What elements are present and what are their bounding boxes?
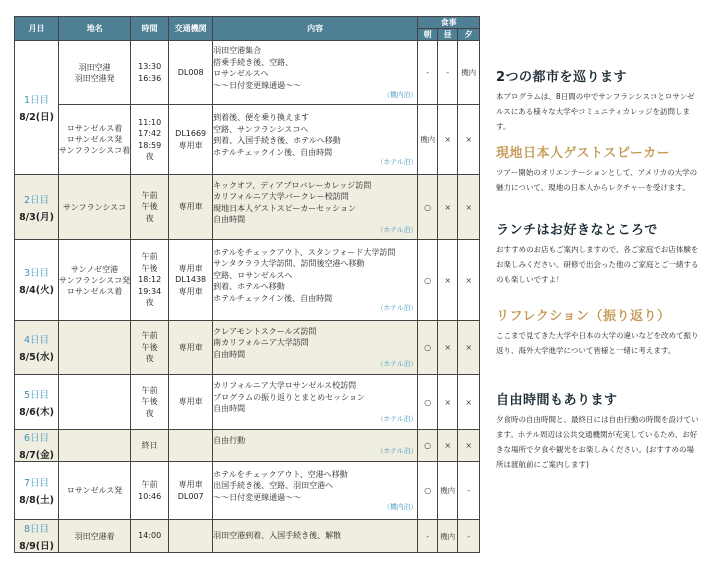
time-text: 午後	[141, 342, 158, 352]
time-text: 午後	[141, 202, 158, 212]
day-number: 8日目	[23, 523, 50, 535]
itinerary-row	[15, 430, 480, 462]
content-text: ホテルチェックイン後、自由時間	[213, 293, 333, 303]
content-text: 搭乗手続き後、空路、	[213, 57, 294, 67]
day-number: 1日目	[23, 95, 50, 106]
meal-dinner-cell: -	[458, 520, 480, 553]
transport-text: DL1438	[175, 275, 207, 285]
itinerary-table	[14, 16, 480, 553]
content-text: 自由行動	[213, 436, 246, 446]
row-transport-cell	[169, 41, 213, 105]
row-transport-cell	[169, 520, 213, 553]
feature-title: 自由時間もあります	[496, 393, 618, 408]
itinerary-row	[15, 240, 480, 321]
place-text: サンフランシスコ着	[59, 146, 131, 155]
time-text: 19:34	[138, 286, 162, 296]
content-text: サンタクララ大学訪問、訪問後空港へ移動	[213, 259, 365, 269]
lodging-note: （ホテル泊）	[376, 225, 418, 234]
time-text: 11:10	[138, 117, 162, 127]
content-text: クレアモントスクールズ訪問	[213, 326, 317, 336]
meal-dinner-cell: ×	[458, 430, 480, 462]
content-text: 到着、入国手続き後、ホテルへ移動	[213, 136, 341, 145]
feature-title: 2つの都市を巡ります	[496, 70, 628, 85]
feature-section	[496, 142, 701, 195]
day-date: 8/7(金)	[19, 450, 54, 461]
meal-lunch-cell: ×	[438, 321, 458, 375]
row-content-cell	[213, 41, 418, 105]
itinerary-body	[15, 41, 480, 553]
transport-text: DL007	[177, 491, 204, 501]
time-text: 夜	[145, 298, 154, 308]
row-transport-cell	[169, 321, 213, 375]
meal-dinner-cell: 機内	[458, 41, 480, 105]
row-time-cell	[131, 41, 169, 105]
place-text: サンノゼ空港	[70, 264, 119, 274]
meal-lunch-cell: ×	[438, 430, 458, 462]
time-text: 午前	[141, 331, 158, 341]
row-place-cell	[59, 375, 131, 430]
time-text: 午前	[141, 385, 158, 395]
meal-dinner-cell: ×	[458, 175, 480, 240]
transport-text: 専用車	[178, 480, 203, 489]
row-transport-cell	[169, 175, 213, 240]
meal-breakfast-cell: ○	[418, 375, 438, 430]
meal-dinner-cell: ×	[458, 375, 480, 430]
row-place-cell	[59, 462, 131, 520]
time-text: 13:30	[138, 62, 162, 71]
content-text: ～～日付変更線通過～～	[213, 492, 302, 502]
time-text: 午後	[141, 397, 158, 407]
meal-lunch-cell: 機内	[438, 462, 458, 520]
lodging-note: （機内泊）	[383, 91, 418, 99]
row-content-cell	[213, 321, 418, 375]
itinerary-row	[15, 375, 480, 430]
meal-dinner-cell: ×	[458, 240, 480, 321]
day-cell	[15, 41, 59, 175]
day-cell	[15, 175, 59, 240]
feature-body: ツアー開始のオリエンテーションとして、アメリカの大学の魅力について、現地の日本人からレクチャーを受けます。	[496, 168, 698, 192]
row-time-cell	[131, 375, 169, 430]
itinerary-row	[15, 520, 480, 553]
row-content-cell	[213, 175, 418, 240]
content-text: 羽田空港到着、入国手続き後、解散	[213, 531, 342, 541]
time-text: 午前	[141, 480, 158, 489]
transport-text: 専用車	[178, 397, 203, 407]
day-cell	[15, 462, 59, 520]
meal-breakfast-cell: 機内	[418, 105, 438, 175]
content-text: 自由時間	[213, 349, 246, 359]
row-time-cell	[131, 240, 169, 321]
content-text: 現地日本人ゲストスピーカーセッション	[213, 203, 356, 213]
meal-breakfast-cell: ○	[418, 430, 438, 462]
row-time-cell	[131, 105, 169, 175]
content-text: 空路、サンフランシスコへ	[213, 124, 309, 134]
day-date: 8/9(日)	[19, 540, 54, 552]
transport-text: 専用車	[178, 286, 203, 296]
feature-title: ランチはお好きなところで	[496, 223, 658, 238]
itinerary-row	[15, 321, 480, 375]
row-content-cell	[213, 105, 418, 175]
itinerary-row	[15, 41, 480, 105]
row-place-cell	[59, 105, 131, 175]
meal-lunch-cell: ×	[438, 105, 458, 175]
place-text: サンフランシスコ発	[59, 275, 131, 285]
time-text: 夜	[145, 354, 154, 364]
feature-section	[496, 305, 701, 358]
header-lunch: 昼	[438, 29, 458, 41]
content-text: カリフォルニア大学ロサンゼルス校訪問	[213, 381, 357, 391]
feature-section	[496, 389, 701, 472]
feature-section	[496, 219, 701, 287]
header-transport: 交通機関	[169, 17, 213, 41]
feature-body: ここまで見てきた大学や日本の大学の違いなどを改めて振り返り、海外大学進学について皆様と一緒に考えます。	[496, 331, 699, 355]
row-time-cell	[131, 175, 169, 240]
place-text: サンフランシスコ	[63, 202, 127, 212]
content-text: ロサンゼルスへ	[213, 69, 269, 78]
time-text: 午前	[141, 252, 158, 262]
feature-body: おすすめのお店もご案内しますので、各ご家庭でお店体験をお楽しみください。研修で出会った他のご家庭とご一緒するのも楽しいですよ！	[496, 245, 699, 284]
day-cell	[15, 520, 59, 553]
meal-dinner-cell: -	[458, 462, 480, 520]
header-breakfast: 朝	[418, 29, 438, 41]
place-text: 羽田空港発	[74, 73, 115, 83]
time-text: 16:36	[138, 73, 162, 83]
feature-section	[496, 66, 701, 134]
feature-body: 夕食時の自由時間と、最終日には自由行動の時間を設けています。ホテル周辺は公共交通機関が充実しているため、お好きな場所で夕食や観光をお楽しみください。(おすすめの場所は渡航前にご案内します)	[496, 415, 699, 469]
row-place-cell	[59, 240, 131, 321]
meal-lunch-cell: ×	[438, 240, 458, 321]
place-text: ロサンゼルス発	[66, 486, 123, 495]
day-date: 8/2(日)	[19, 112, 54, 123]
content-text: 到着後、便を乗り換えます	[213, 113, 310, 122]
day-cell	[15, 430, 59, 462]
meal-dinner-cell: ×	[458, 105, 480, 175]
time-text: 午後	[141, 263, 158, 273]
content-text: プログラムの振り返りとまとめセッション	[213, 392, 365, 402]
feature-body: 本プログラムは、8日間の中でサンフランシスコとロサンゼルスにある様々な大学やコミュニティカレッジを訪問します。	[496, 92, 695, 131]
place-text: ロサンゼルス発	[66, 135, 123, 144]
place-text: 羽田空港着	[74, 531, 115, 541]
row-place-cell	[59, 175, 131, 240]
meal-lunch-cell: ×	[438, 175, 458, 240]
row-time-cell	[131, 321, 169, 375]
meal-breakfast-cell: ○	[418, 462, 438, 520]
feature-title: リフレクション（振り返り）	[496, 309, 671, 324]
transport-text: 専用車	[178, 202, 203, 212]
lodging-note: （ホテル泊）	[376, 414, 418, 423]
content-text: 羽田空港集合	[213, 46, 262, 55]
itinerary-row	[15, 462, 480, 520]
time-text: 10:46	[138, 491, 162, 501]
header-meals: 食事	[418, 17, 480, 29]
content-text: 到着、ホテルへ移動	[213, 282, 285, 292]
time-text: 18:12	[138, 275, 162, 285]
transport-text: 専用車	[178, 342, 203, 352]
time-text: 終日	[141, 440, 158, 450]
day-date: 8/6(木)	[19, 406, 54, 418]
day-number: 7日目	[23, 478, 50, 489]
meal-breakfast-cell: ○	[418, 240, 438, 321]
day-number: 4日目	[23, 335, 50, 346]
row-place-cell	[59, 321, 131, 375]
day-number: 3日目	[23, 267, 50, 279]
meal-lunch-cell: -	[438, 41, 458, 105]
row-place-cell	[59, 520, 131, 553]
day-date: 8/4(火)	[19, 284, 54, 296]
content-text: ホテルチェックイン後、自由時間	[213, 147, 333, 157]
content-text: 空路、ロサンゼルスへ	[213, 270, 293, 280]
day-date: 8/3(月)	[19, 211, 54, 223]
row-transport-cell	[169, 430, 213, 462]
content-text: 出国手続き後、空路、羽田空港へ	[213, 481, 334, 491]
row-transport-cell	[169, 240, 213, 321]
row-place-cell	[59, 41, 131, 105]
header-month-day: 月日	[15, 17, 59, 41]
row-transport-cell	[169, 105, 213, 175]
day-number: 2日目	[23, 194, 50, 206]
lodging-note: （ホテル泊）	[376, 446, 418, 455]
header-dinner: 夕	[458, 29, 480, 41]
day-cell	[15, 375, 59, 430]
content-text: ホテルをチェックアウト、スタンフォード大学訪問	[213, 247, 396, 257]
row-time-cell	[131, 430, 169, 462]
transport-text: 専用車	[178, 263, 203, 273]
lodging-note: （ホテル泊）	[376, 158, 418, 166]
meal-breakfast-cell: -	[418, 41, 438, 105]
row-content-cell	[213, 375, 418, 430]
time-text: 午前	[141, 190, 158, 200]
header-content: 内容	[213, 17, 418, 41]
content-text: キックオフ、ディアブロバレーカレッジ訪問	[213, 180, 372, 190]
header-time: 時間	[131, 17, 169, 41]
meal-breakfast-cell: ○	[418, 175, 438, 240]
lodging-note: （機内泊）	[383, 503, 418, 512]
row-content-cell	[213, 430, 418, 462]
content-text: ホテルをチェックアウト、空港へ移動	[213, 469, 348, 479]
day-cell	[15, 321, 59, 375]
time-text: 夜	[145, 213, 154, 223]
row-place-cell	[59, 430, 131, 462]
transport-text: 専用車	[178, 140, 203, 150]
meal-dinner-cell: ×	[458, 321, 480, 375]
day-number: 5日目	[23, 389, 50, 401]
time-text: 夜	[145, 408, 154, 418]
content-text: ～～日付変更線通過～～	[213, 80, 302, 90]
itinerary-row	[15, 105, 480, 175]
place-text: 羽田空港	[78, 62, 111, 72]
row-time-cell	[131, 520, 169, 553]
meal-lunch-cell: ×	[438, 375, 458, 430]
day-cell	[15, 240, 59, 321]
content-text: カリフォルニア大学バークレー校訪問	[213, 192, 349, 201]
transport-text: DL1669	[175, 129, 207, 138]
content-text: 南カリフォルニア大学訪問	[213, 338, 309, 348]
content-text: 自由時間	[213, 404, 246, 414]
row-time-cell	[131, 462, 169, 520]
feature-title: 現地日本人ゲストスピーカー	[496, 146, 671, 161]
place-text: ロサンゼルス着	[66, 286, 123, 296]
lodging-note: （ホテル泊）	[376, 304, 418, 313]
meal-breakfast-cell: -	[418, 520, 438, 553]
day-date: 8/8(土)	[19, 495, 54, 506]
row-content-cell	[213, 240, 418, 321]
lodging-note: （ホテル泊）	[376, 360, 418, 369]
time-text: 18:59	[138, 140, 162, 150]
itinerary-row	[15, 175, 480, 240]
row-transport-cell	[169, 375, 213, 430]
row-transport-cell	[169, 462, 213, 520]
row-content-cell	[213, 520, 418, 553]
day-date: 8/5(水)	[19, 352, 54, 363]
transport-text: DL008	[177, 67, 204, 77]
meal-lunch-cell: 機内	[438, 520, 458, 553]
time-text: 17:42	[138, 129, 162, 138]
row-content-cell	[213, 462, 418, 520]
header-place: 地名	[59, 17, 131, 41]
meal-breakfast-cell: ○	[418, 321, 438, 375]
time-text: 14:00	[138, 531, 162, 541]
place-text: ロサンゼルス着	[66, 124, 123, 133]
day-number: 6日目	[23, 433, 50, 444]
content-text: 自由時間	[213, 215, 246, 224]
time-text: 夜	[145, 152, 154, 161]
